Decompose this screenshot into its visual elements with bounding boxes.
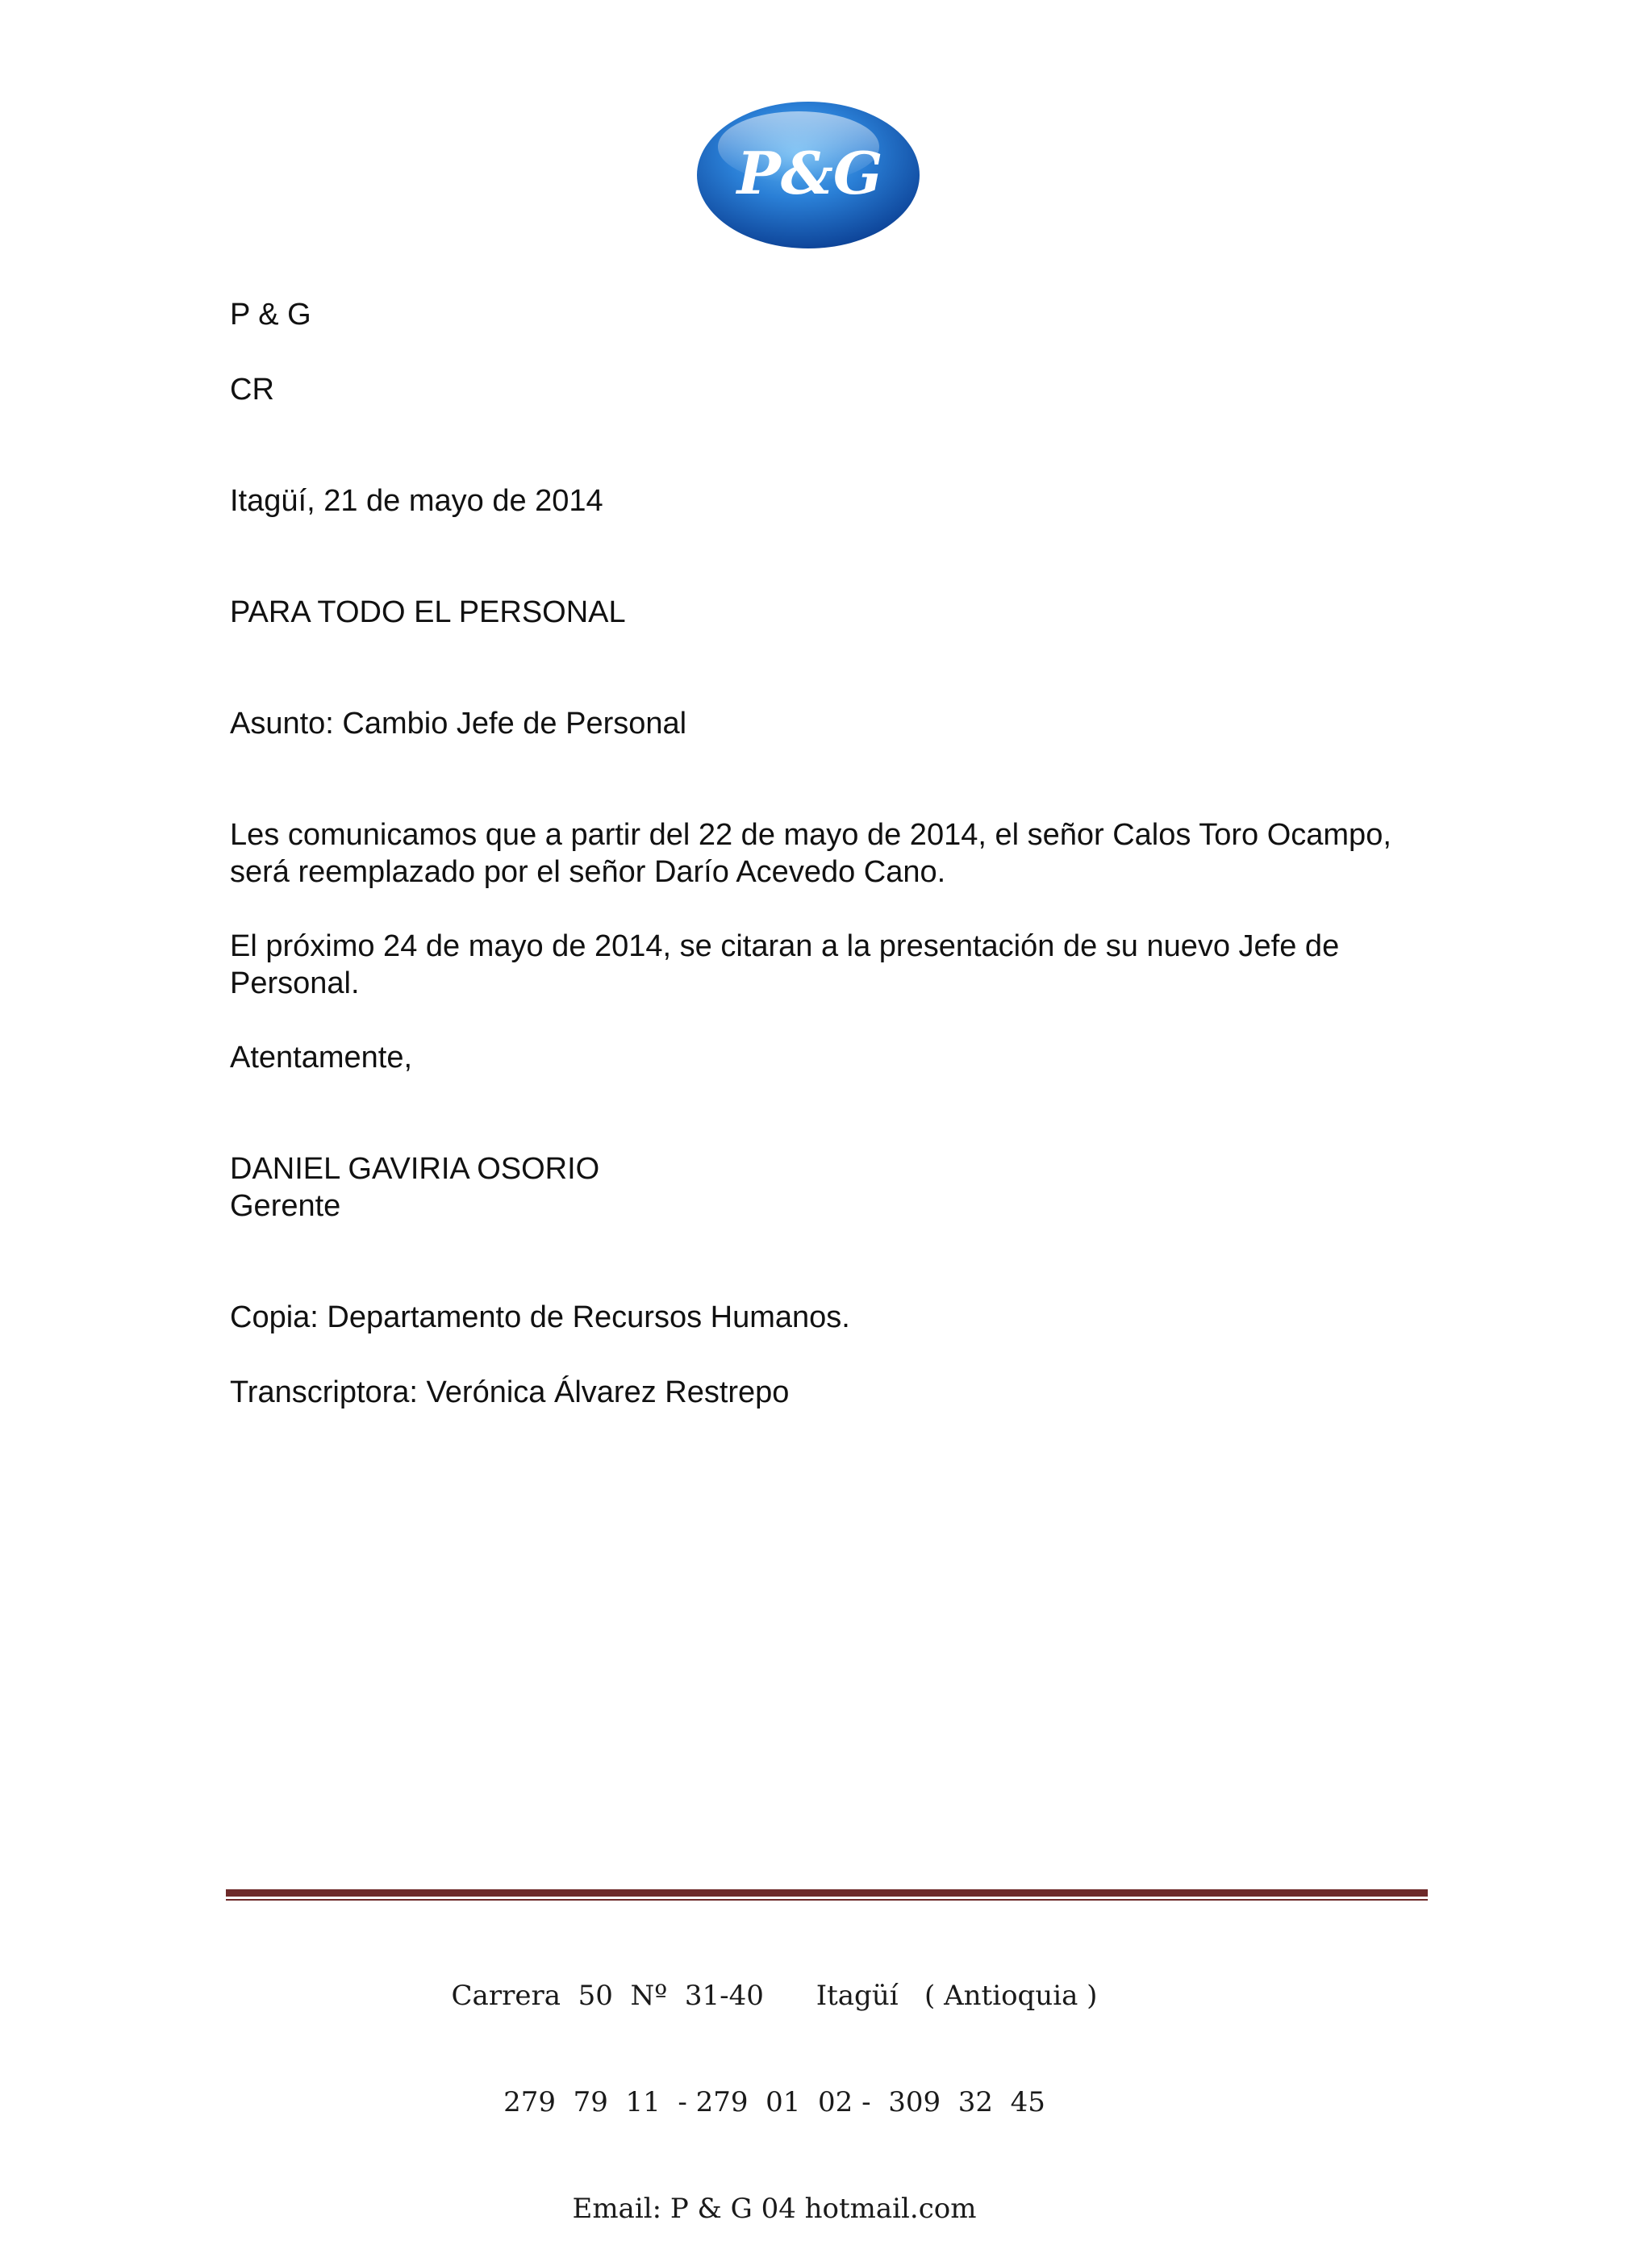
signatory-title: Gerente — [230, 1189, 341, 1223]
body-paragraph-1: Les comunicamos que a partir del 22 de mayo de 2014, el señor Calos Toro Ocampo, será reemplazado por el señor Darío Acevedo Cano. — [230, 818, 1391, 889]
letter-date: Itagüí, 21 de mayo de 2014 — [230, 484, 603, 518]
footer-address: Carrera 50 Nº 31-40 Itagüí ( Antioquia ) — [451, 1980, 1098, 2012]
closing: Atentamente, — [230, 1041, 413, 1075]
footer — [403, 1907, 1145, 2262]
pg-logo — [695, 100, 921, 250]
footer-divider-thin — [226, 1899, 1428, 1901]
reference-code: CR — [230, 373, 274, 407]
body-paragraph-2: El próximo 24 de mayo de 2014, se citaran a la presentación de su nuevo Jefe de Personal. — [230, 929, 1340, 1000]
transcriber-note: Transcriptora: Verónica Álvarez Restrepo — [230, 1375, 790, 1409]
footer-phones: 279 79 11 - 279 01 02 - 309 32 45 — [503, 2086, 1045, 2118]
subject-line: Asunto: Cambio Jefe de Personal — [230, 707, 687, 741]
signatory-name: DANIEL GAVIRIA OSORIO — [230, 1152, 600, 1186]
footer-divider — [226, 1889, 1428, 1901]
company-name: P & G — [230, 298, 311, 332]
footer-divider-thick — [226, 1889, 1428, 1897]
copy-note: Copia: Departamento de Recursos Humanos. — [230, 1300, 850, 1334]
footer-email: Email: P & G 04 hotmail.com — [572, 2193, 977, 2225]
logo-text: P&G — [736, 139, 883, 207]
recipient: PARA TODO EL PERSONAL — [230, 595, 626, 629]
